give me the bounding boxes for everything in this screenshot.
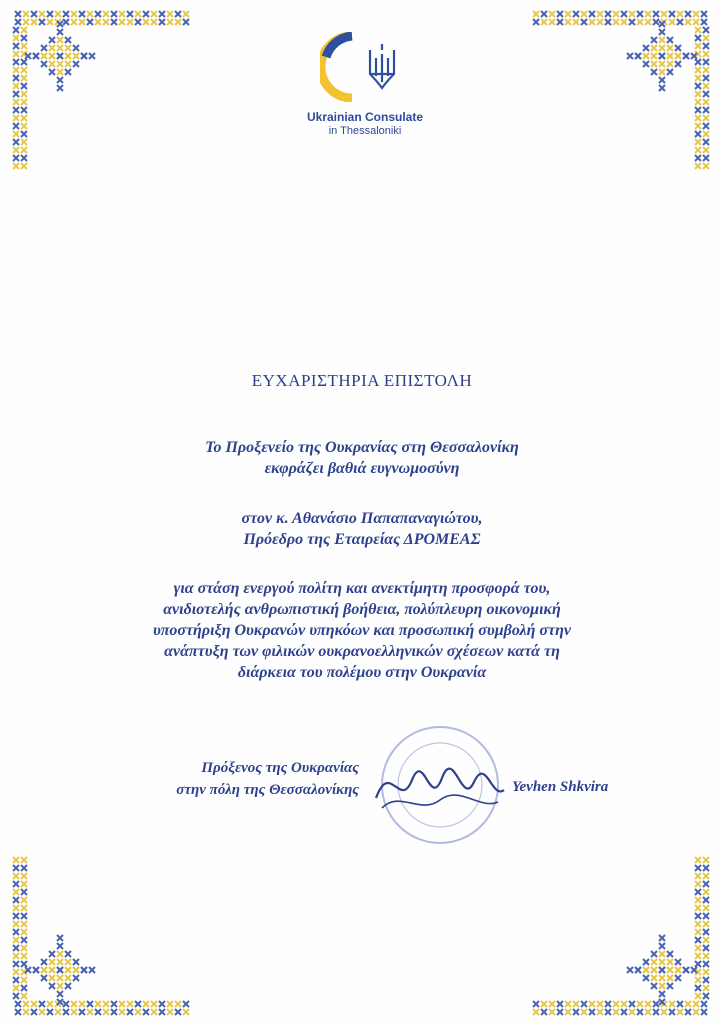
role-line: Πρόξενος της Ουκρανίας: [201, 760, 359, 776]
ornament-bottom-left: [8, 850, 198, 1020]
text-line: Πρόεδρο της Εταιρείας ΔΡΟΜΕΑΣ: [243, 531, 481, 548]
text-line: Το Προξενείο της Ουκρανίας στη Θεσσαλονίκη: [205, 439, 519, 456]
signatory-role: [114, 757, 359, 801]
text-line: υποστήριξη Ουκρανών υπηκόων και προσωπική συμβολή στην: [152, 622, 572, 639]
signatory-name: Yevhen Shkvira: [512, 779, 609, 795]
ornament-top-left: [8, 6, 198, 176]
consulate-city: in Thessaloniki: [328, 125, 402, 137]
ornament-top-right: [524, 6, 714, 176]
text-line: ανάπτυξη των φιλικών ουκρανοελληνικών σχέσεων κατά τη: [164, 643, 560, 660]
trident-logo-icon: [320, 32, 410, 102]
role-line: στην πόλη της Θεσσαλονίκης: [176, 782, 359, 798]
text-line: στον κ. Αθανάσιο Παπαπαναγιώτου,: [241, 510, 483, 527]
consulate-name: Ukrainian Consulate: [306, 110, 424, 124]
official-stamp: [370, 720, 510, 850]
text-line: ανιδιοτελής ανθρωπιστική βοήθεια, πολύπλευρη οικονομική: [163, 601, 561, 618]
letter-title: ΕΥΧΑΡΙΣΤΗΡΙΑ ΕΠΙΣΤΟΛΗ: [251, 371, 473, 390]
consulate-logo: [300, 32, 430, 162]
ornament-bottom-right: [524, 850, 714, 1020]
paragraph-recipient: [100, 508, 624, 550]
text-line: για στάση ενεργού πολίτη και ανεκτίμητη προσφορά του,: [173, 580, 551, 597]
paragraph-reason: [100, 578, 624, 683]
paragraph-gratitude: [100, 437, 624, 479]
text-line: διάρκεια του πολέμου στην Ουκρανία: [237, 664, 487, 681]
text-line: εκφράζει βαθιά ευγνωμοσύνη: [264, 460, 460, 477]
